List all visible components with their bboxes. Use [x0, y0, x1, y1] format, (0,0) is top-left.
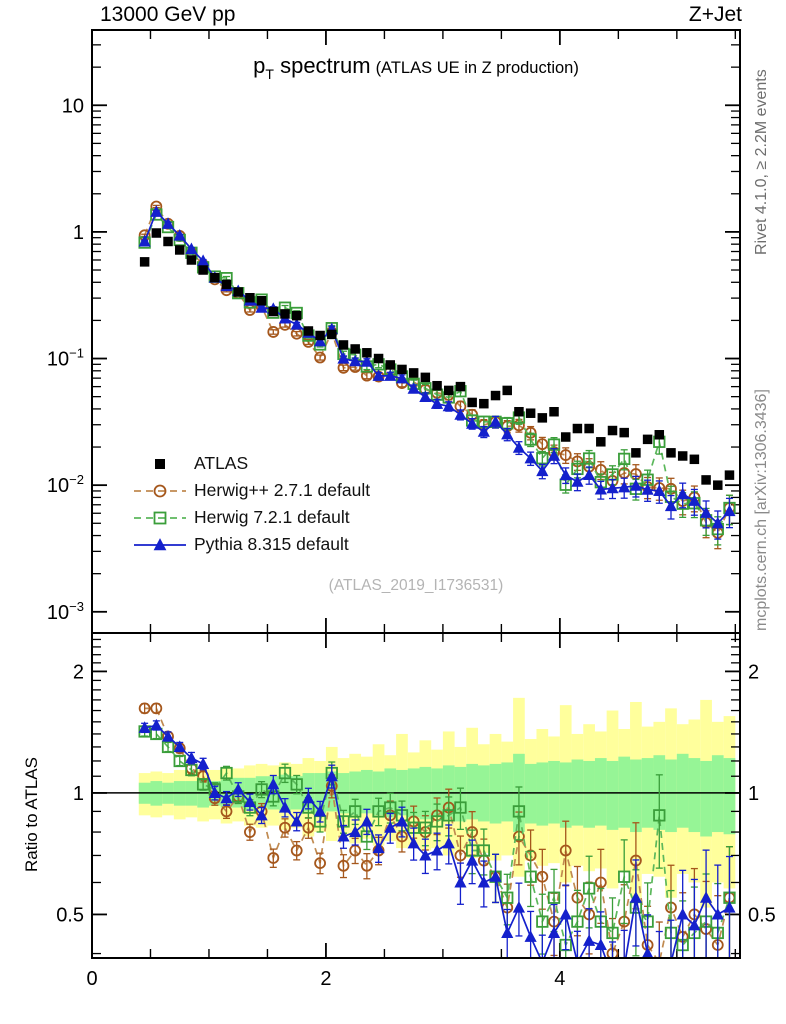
title-pt: p	[253, 53, 266, 78]
svg-text:1: 1	[72, 221, 84, 244]
svg-text:2: 2	[72, 661, 84, 684]
legend-label-atlas: ATLAS	[194, 453, 249, 473]
legend-markers	[134, 459, 186, 550]
legend-label-pythia: Pythia 8.315 default	[194, 534, 349, 554]
svg-text:10: 10	[61, 95, 84, 118]
rivet-version-credit: Rivet 4.1.0, ≥ 2.2M events	[753, 69, 770, 255]
svg-text:0.5: 0.5	[748, 904, 776, 927]
svg-text:0: 0	[86, 968, 98, 990]
svg-text:2: 2	[320, 968, 332, 990]
svg-text:1: 1	[72, 782, 84, 805]
series-atlas	[140, 228, 734, 490]
svg-text:10−3: $10^{-3}$	[46, 598, 84, 624]
process-label: Z+Jet	[688, 3, 742, 26]
main-panel-frame	[92, 30, 740, 633]
svg-text:10−1: $10^{-1}$	[46, 345, 84, 371]
mcplots-credit: mcplots.cern.ch [arXiv:1306.3436]	[753, 389, 770, 631]
svg-text:4: 4	[554, 968, 566, 990]
svg-text:0.5: 0.5	[56, 904, 84, 927]
beam-energy-label: 13000 GeV pp	[100, 3, 236, 26]
svg-text:1: 1	[748, 782, 760, 805]
analysis-watermark: (ATLAS_2019_I1736531)	[328, 577, 504, 594]
legend-label-herwigpp: Herwig++ 2.7.1 default	[194, 480, 371, 500]
plot-title	[92, 53, 740, 82]
svg-text:2: 2	[748, 661, 760, 684]
title-main: spectrum	[273, 53, 371, 78]
legend-label-herwig7: Herwig 7.2.1 default	[194, 507, 350, 527]
title-pt-subscript: T	[265, 66, 274, 82]
svg-text:10−2: $10^{-2}$	[46, 472, 84, 498]
ratio-axis-label: Ratio to ATLAS	[22, 757, 41, 872]
title-paren: (ATLAS UE in Z production)	[375, 59, 579, 77]
